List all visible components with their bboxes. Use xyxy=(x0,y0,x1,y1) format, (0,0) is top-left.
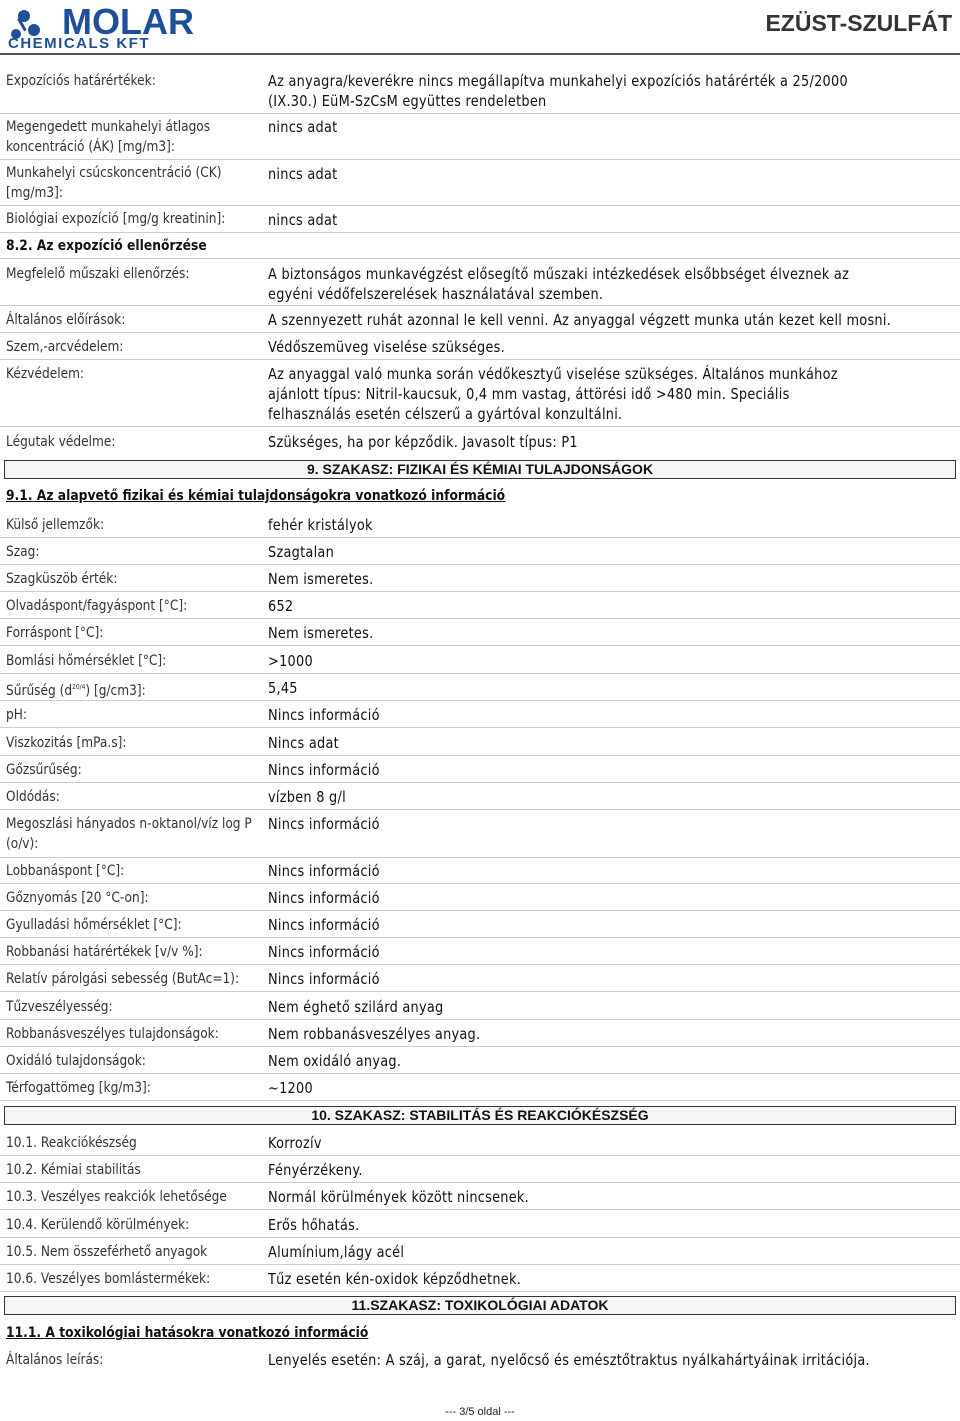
company-logo xyxy=(4,4,244,48)
property-value: 652 xyxy=(268,597,294,615)
hand-protection-label: Kézvédelem: xyxy=(6,366,85,382)
page-footer: --- 3/5 oldal --- xyxy=(445,1406,515,1418)
row-divider xyxy=(0,618,960,619)
hand-protection-line-2: ajánlott típus: Nitril-kaucsuk, 0,4 mm vastag, áttörési idő >480 min. Speciális xyxy=(268,385,790,403)
row-divider xyxy=(0,883,960,884)
property-label: Szagküszöb érték: xyxy=(6,571,118,587)
hand-protection-line-1: Az anyaggal való munka során védőkesztyű viselése szükséges. Általános munkához xyxy=(268,365,838,383)
logo-text-chemicals: CHEMICALS KFT xyxy=(8,35,150,50)
row-divider xyxy=(0,809,960,810)
row-divider xyxy=(0,991,960,992)
section-11-bar xyxy=(4,1296,956,1315)
row-divider xyxy=(0,537,960,538)
property-label: Tűzveszélyesség: xyxy=(6,999,113,1015)
property-value: Nincs információ xyxy=(268,943,380,961)
property-label: Oxidáló tulajdonságok: xyxy=(6,1053,146,1069)
eye-protection-label: Szem,-arcvédelem: xyxy=(6,339,124,355)
property-label: Gyulladási hőmérséklet [°C]: xyxy=(6,917,182,933)
property-label: Gőzsűrűség: xyxy=(6,762,82,778)
property-label: Térfogattömeg [kg/m3]: xyxy=(6,1080,151,1096)
section-8-2-heading: 8.2. Az expozíció ellenőrzése xyxy=(6,238,207,254)
bio-exposure-value: nincs adat xyxy=(268,211,338,229)
property-label: Olvadáspont/fagyáspont [°C]: xyxy=(6,598,188,614)
tech-control-line-1: A biztonságos munkavégzést elősegítő műszaki intézkedések elsőbbséget élveznek az xyxy=(268,265,850,283)
general-description-value: Lenyelés esetén: A száj, a garat, nyelőcső és emésztőtraktus nyálkahártyáinak irritációja. xyxy=(268,1351,870,1369)
reactivity-label: 10.5. Nem összeférhető anyagok xyxy=(6,1244,208,1260)
property-value: Nincs információ xyxy=(268,706,380,724)
reactivity-value: Tűz esetén kén-oxidok képződhetnek. xyxy=(268,1270,522,1288)
property-value: Nem éghető szilárd anyag xyxy=(268,998,444,1016)
row-divider xyxy=(0,159,960,160)
reactivity-value: Korrozív xyxy=(268,1134,322,1152)
row-divider xyxy=(0,113,960,114)
hand-protection-line-3: felhasználás esetén célszerű a gyártóval konzultálni. xyxy=(268,405,623,423)
property-value: Nincs információ xyxy=(268,862,380,880)
tech-control-label: Megfelelő műszaki ellenőrzés: xyxy=(6,266,190,282)
reactivity-label: 10.2. Kémiai stabilitás xyxy=(6,1162,141,1178)
logo-text-molar: MOLAR xyxy=(62,4,194,42)
property-label: Gőznyomás [20 °C-on]: xyxy=(6,890,149,906)
property-label: Lobbanáspont [°C]: xyxy=(6,863,125,879)
row-divider xyxy=(0,964,960,965)
respiratory-value: Szükséges, ha por képződik. Javasolt típus: P1 xyxy=(268,433,578,451)
property-label-part: ) [g/cm3]: xyxy=(85,682,146,699)
property-value: Szagtalan xyxy=(268,543,335,561)
row-divider xyxy=(0,305,960,306)
property-value: Nincs információ xyxy=(268,970,380,988)
property-value: Nincs információ xyxy=(268,761,380,779)
row-divider xyxy=(0,1073,960,1074)
row-divider xyxy=(0,910,960,911)
property-value: Nem robbanásveszélyes anyag. xyxy=(268,1025,481,1043)
ak-label-1: Megengedett munkahelyi átlagos xyxy=(6,119,211,135)
row-divider xyxy=(0,673,960,674)
row-divider xyxy=(0,1019,960,1020)
property-label: Külső jellemzők: xyxy=(6,517,105,533)
property-label: pH: xyxy=(6,707,27,723)
row-divider xyxy=(0,1291,960,1292)
ck-label-1: Munkahelyi csúcskoncentráció (CK) xyxy=(6,165,222,181)
section-10-bar xyxy=(4,1106,956,1125)
reactivity-label: 10.4. Kerülendő körülmények: xyxy=(6,1217,190,1233)
exposure-limits-value-2: (IX.30.) EüM-SzCsM együttes rendeletben xyxy=(268,92,547,110)
row-divider xyxy=(0,645,960,646)
row-divider xyxy=(0,937,960,938)
property-label-line-2: (o/v): xyxy=(6,836,39,852)
property-value: Nincs információ xyxy=(268,815,380,833)
section-9-1-heading: 9.1. Az alapvető fizikai és kémiai tulajdonságokra vonatkozó információ xyxy=(6,488,506,504)
general-rules-label: Általános előírások: xyxy=(6,312,126,328)
row-divider xyxy=(0,782,960,783)
row-divider xyxy=(0,1100,960,1101)
section-11-1-heading: 11.1. A toxikológiai hatásokra vonatkozó információ xyxy=(6,1325,369,1341)
property-label xyxy=(6,678,146,701)
exposure-limits-label: Expozíciós határértékek: xyxy=(6,73,156,89)
row-divider xyxy=(0,426,960,427)
general-rules-value: A szennyezett ruhát azonnal le kell venni. Az anyaggal végzett munka után kezet kell mosni. xyxy=(268,311,892,329)
property-label: Oldódás: xyxy=(6,789,60,805)
ck-value: nincs adat xyxy=(268,165,338,183)
property-label: Megoszlási hányados n-oktanol/víz log P xyxy=(6,816,252,832)
reactivity-value: Fényérzékeny. xyxy=(268,1161,363,1179)
property-label: Viszkozitás [mPa.s]: xyxy=(6,735,127,751)
property-value: fehér kristályok xyxy=(268,516,373,534)
general-description-label: Általános leírás: xyxy=(6,1352,104,1368)
bio-exposure-label: Biológiai expozíció [mg/g kreatinin]: xyxy=(6,211,226,227)
ak-label-2: koncentráció (ÁK) [mg/m3]: xyxy=(6,139,175,155)
row-divider xyxy=(0,1182,960,1183)
reactivity-value: Erős hőhatás. xyxy=(268,1216,360,1234)
exposure-limits-value-1: Az anyagra/keverékre nincs megállapítva munkahelyi expozíciós határérték a 25/2000 xyxy=(268,72,848,90)
row-divider xyxy=(0,1237,960,1238)
property-value: >1000 xyxy=(268,652,313,670)
property-value: ~1200 xyxy=(268,1079,313,1097)
row-divider xyxy=(0,332,960,333)
property-value: Nem oxidáló anyag. xyxy=(268,1052,402,1070)
row-divider xyxy=(0,700,960,701)
eye-protection-value: Védőszemüveg viselése szükséges. xyxy=(268,338,506,356)
property-label: Szag: xyxy=(6,544,40,560)
property-value: Nem ismeretes. xyxy=(268,624,374,642)
property-label: Robbanási határértékek [v/v %]: xyxy=(6,944,203,960)
row-divider xyxy=(0,591,960,592)
reactivity-value: Alumínium,lágy acél xyxy=(268,1243,405,1261)
row-divider xyxy=(0,1155,960,1156)
reactivity-value: Normál körülmények között nincsenek. xyxy=(268,1188,530,1206)
row-divider xyxy=(0,205,960,206)
property-label: Robbanásveszélyes tulajdonságok: xyxy=(6,1026,219,1042)
property-value: vízben 8 g/l xyxy=(268,788,346,806)
property-label: Forráspont [°C]: xyxy=(6,625,104,641)
row-divider xyxy=(0,1264,960,1265)
reactivity-label: 10.1. Reakciókészség xyxy=(6,1135,137,1151)
row-divider xyxy=(0,857,960,858)
property-value: Nem ismeretes. xyxy=(268,570,374,588)
document-title: EZÜST-SZULFÁT xyxy=(765,10,952,36)
property-value: Nincs adat xyxy=(268,734,339,752)
row-divider xyxy=(0,359,960,360)
row-divider xyxy=(0,564,960,565)
ak-value: nincs adat xyxy=(268,118,338,136)
density-superscript: 20/4 xyxy=(72,683,86,691)
property-value: Nincs információ xyxy=(268,889,380,907)
ck-label-2: [mg/m3]: xyxy=(6,185,63,201)
section-10-title: 10. SZAKASZ: STABILITÁS ÉS REAKCIÓKÉSZSÉG xyxy=(311,1107,649,1123)
header-rule xyxy=(0,53,960,55)
property-value: Nincs információ xyxy=(268,916,380,934)
section-11-title: 11.SZAKASZ: TOXIKOLÓGIAI ADATOK xyxy=(351,1297,609,1313)
row-divider xyxy=(0,727,960,728)
property-value: 5,45 xyxy=(268,679,298,697)
row-divider xyxy=(0,1209,960,1210)
section-9-bar xyxy=(4,460,956,479)
row-divider xyxy=(0,755,960,756)
reactivity-label: 10.6. Veszélyes bomlástermékek: xyxy=(6,1271,211,1287)
property-label: Relatív párolgási sebesség (ButAc=1): xyxy=(6,971,240,987)
row-divider xyxy=(0,232,960,233)
row-divider xyxy=(0,258,960,259)
section-9-title: 9. SZAKASZ: FIZIKAI ÉS KÉMIAI TULAJDONSÁGOK xyxy=(306,461,654,477)
property-label: Bomlási hőmérséklet [°C]: xyxy=(6,653,167,669)
reactivity-label: 10.3. Veszélyes reakciók lehetősége xyxy=(6,1189,227,1205)
property-label-part: Sűrűség (d xyxy=(6,682,73,699)
respiratory-label: Légutak védelme: xyxy=(6,434,116,450)
tech-control-line-2: egyéni védőfelszerelések használatával szemben. xyxy=(268,285,604,303)
row-divider xyxy=(0,1046,960,1047)
